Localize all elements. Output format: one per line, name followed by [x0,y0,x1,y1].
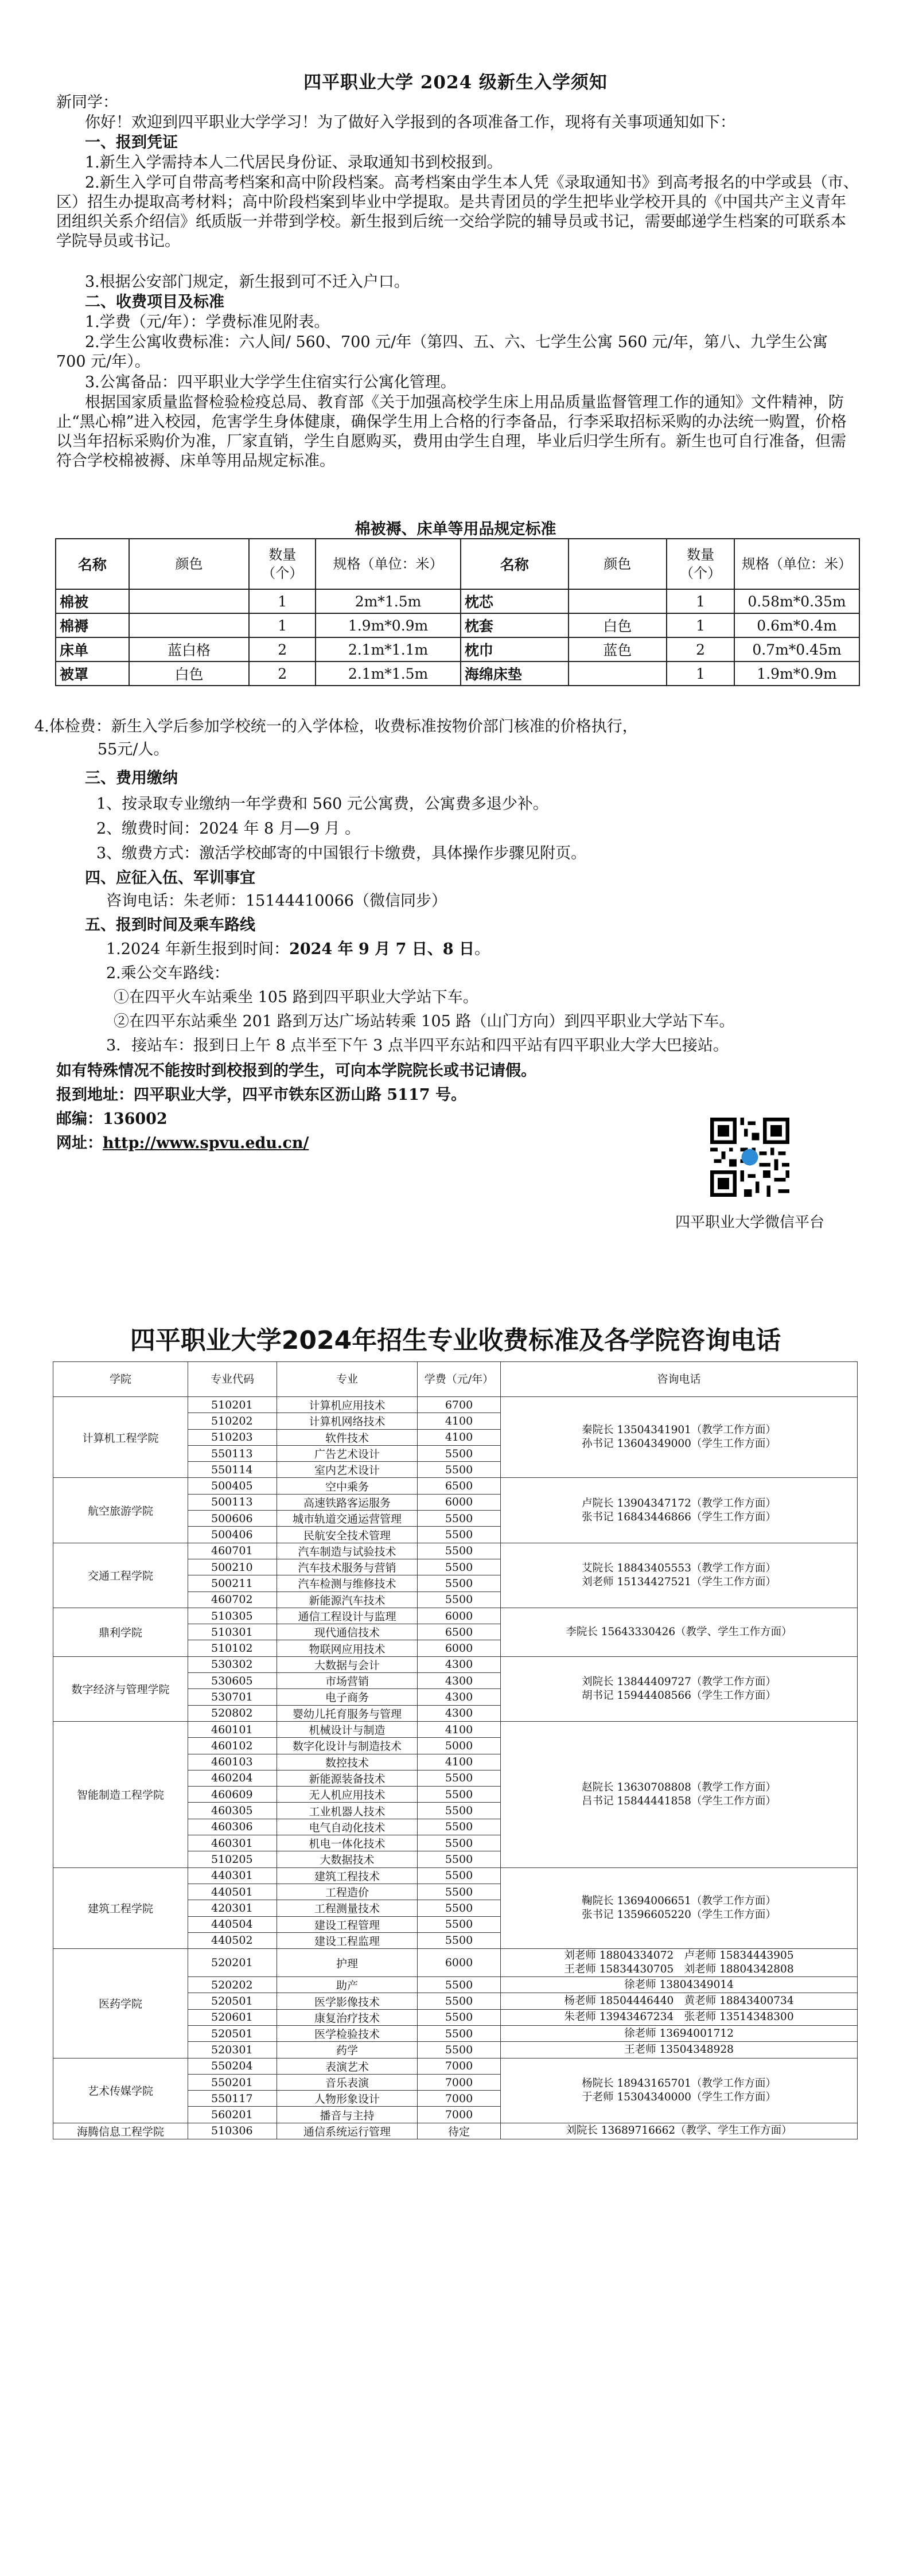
major-major: 药学 [277,2042,418,2058]
phone-contact: 秦院长 13504341901（教学工作方面） [582,1424,776,1437]
bedding-cell: 2.1m*1.5m [316,661,461,686]
major-code: 550201 [188,2074,277,2090]
college-phones [501,1949,858,1977]
college-phones [501,2025,858,2041]
section-4-heading: 四、应征入伍、军训事宜 [85,869,255,887]
bedding-cell: 枕巾 [461,637,569,661]
major-tuition: 4300 [418,1673,501,1689]
major-tuition: 5500 [418,1884,501,1900]
website-link[interactable]: http://www.spvu.edu.cn/ [103,1134,309,1152]
bedding-cell: 床单 [56,637,129,661]
bedding-cell: 1.9m*0.9m [316,613,461,637]
section-3-heading: 三、费用缴纳 [85,769,178,787]
fees-row [53,1608,858,1624]
major-tuition: 5000 [418,1738,501,1754]
major-tuition: 5500 [418,1900,501,1916]
major-code: 520501 [188,2025,277,2041]
major-major: 表演艺术 [277,2058,418,2074]
bedding-header: 数量（个） [249,539,316,589]
s5-item-1-end: 。 [474,940,490,958]
s5-route-2: ②在四平东站乘坐 201 路到万达广场站转乘 105 路（山门方向）到四平职业大学站下车。 [114,1013,735,1030]
report-address: 报到地址：四平职业大学，四平市铁东区沥山路 5117 号。 [56,1086,466,1104]
s5-item-2: 2.乘公交车路线： [106,964,229,982]
bedding-row [56,613,859,637]
major-major: 大数据与会计 [277,1656,418,1672]
major-code: 460204 [188,1770,277,1786]
major-code: 510201 [188,1397,277,1413]
major-major: 医学影像技术 [277,1993,418,2009]
phone-contact: 徐老师 13804349014 [624,1978,734,1991]
bedding-cell: 蓝色 [569,637,667,661]
bedding-table-title: 棉被褥、床单等用品规定标准 [355,520,556,538]
major-major: 建筑工程技术 [277,1867,418,1884]
major-major: 空中乘务 [277,1478,418,1494]
bedding-cell: 棉褥 [56,613,129,637]
major-tuition: 5500 [418,1527,501,1543]
college-name: 医药学院 [53,1949,188,2058]
college-phones [501,1478,858,1543]
college-name: 海腾信息工程学院 [53,2123,188,2139]
bedding-cell: 2 [249,637,316,661]
s2-item-1: 1.学费（元/年）：学费标准见附表。 [85,313,330,331]
bedding-row [56,589,859,613]
phone-contact: 胡书记 15944408566（学生工作方面） [582,1689,776,1702]
phone-contact: 刘院长 13844409727（教学工作方面） [582,1675,776,1688]
major-code: 440502 [188,1932,277,1948]
major-tuition: 4100 [418,1721,501,1737]
college-name: 数字经济与管理学院 [53,1656,188,1721]
major-tuition: 6000 [418,1608,501,1624]
phone-contact: 朱老师 13943467234 张老师 13514348300 [564,2011,794,2024]
major-tuition: 5500 [418,1916,501,1932]
major-tuition: 4100 [418,1413,501,1429]
bedding-header: 颜色 [129,539,250,589]
major-code: 560201 [188,2107,277,2123]
major-major: 机械设计与制造 [277,1721,418,1737]
bedding-cell: 2.1m*1.1m [316,637,461,661]
major-major: 汽车技术服务与营销 [277,1559,418,1575]
major-major: 民航安全技术管理 [277,1527,418,1543]
major-tuition: 5500 [418,1591,501,1608]
major-code: 550114 [188,1462,277,1478]
major-code: 460301 [188,1835,277,1851]
major-major: 通信系统运行管理 [277,2123,418,2139]
major-tuition: 5500 [418,1770,501,1786]
phone-contact: 于老师 15304340000（学生工作方面） [582,2091,776,2103]
major-code: 500406 [188,1527,277,1543]
fees-header-tuition: 学费（元/年） [418,1362,501,1397]
qr-caption: 四平职业大学微信平台 [675,1214,824,1231]
college-phones [501,2042,858,2058]
major-major: 工程造价 [277,1884,418,1900]
college-phones [501,2123,858,2139]
bedding-header: 名称 [461,539,569,589]
fees-row [53,1949,858,1977]
major-tuition: 5500 [418,1977,501,1993]
major-code: 520501 [188,1993,277,2009]
major-major: 数控技术 [277,1754,418,1770]
bedding-cell: 海绵床垫 [461,661,569,686]
phone-contact: 杨老师 18504446440 黄老师 18843400734 [564,1995,794,2007]
bedding-cell [129,613,250,637]
major-tuition: 6000 [418,1949,501,1977]
major-major: 工业机器人技术 [277,1803,418,1819]
major-major: 物联网应用技术 [277,1640,418,1656]
s3-item-1: 1、按录取专业缴纳一年学费和 560 元公寓费，公寓费多退少补。 [96,795,548,813]
major-code: 510205 [188,1851,277,1867]
major-major: 室内艺术设计 [277,1462,418,1478]
major-major: 计算机应用技术 [277,1397,418,1413]
phone-contact: 刘老师 15134427521（学生工作方面） [582,1575,776,1588]
major-major: 建设工程监理 [277,1932,418,1948]
s5-item-1-label: 1.2024 年新生报到时间： [106,940,290,958]
major-tuition: 5500 [418,2025,501,2041]
bedding-cell: 2 [249,661,316,686]
major-tuition: 5500 [418,1993,501,2009]
major-major: 人物形象设计 [277,2091,418,2107]
phone-contact: 徐老师 13694001712 [624,2027,734,2040]
major-major: 现代通信技术 [277,1624,418,1640]
fees-row [53,1397,858,1413]
major-tuition: 5500 [418,2009,501,2025]
college-phones [501,1656,858,1721]
college-phones [501,1721,858,1867]
major-tuition: 5500 [418,1462,501,1478]
major-code: 510306 [188,2123,277,2139]
bedding-cell: 枕套 [461,613,569,637]
college-name: 艺术传媒学院 [53,2058,188,2123]
major-code: 460102 [188,1738,277,1754]
phone-contact: 刘老师 18804334072 卢老师 15834443905 [564,1949,794,1962]
major-tuition: 4100 [418,1429,501,1445]
major-major: 无人机应用技术 [277,1787,418,1803]
major-major: 市场营销 [277,1673,418,1689]
phone-contact: 艾院长 18843405553（教学工作方面） [582,1562,776,1574]
major-major: 婴幼儿托育服务与管理 [277,1705,418,1721]
major-code: 500210 [188,1559,277,1575]
major-tuition: 5500 [418,2042,501,2058]
bedding-header: 规格（单位：米） [316,539,461,589]
college-phones [501,1608,858,1656]
bedding-cell: 白色 [569,613,667,637]
major-tuition: 4300 [418,1689,501,1705]
s1-item-3: 3.根据公安部门规定，新生报到可不迁入户口。 [85,273,410,291]
major-code: 520201 [188,1949,277,1977]
major-major: 数字化设计与制造技术 [277,1738,418,1754]
admission-notice-page [0,0,911,1256]
college-name: 鼎利学院 [53,1608,188,1656]
bedding-cell [569,589,667,613]
major-tuition: 5500 [418,1932,501,1948]
major-major: 工程测量技术 [277,1900,418,1916]
notice-title: 四平职业大学 2024 级新生入学须知 [303,72,608,93]
phone-contact: 卢院长 13904347172（教学工作方面） [582,1497,776,1509]
college-phones [501,1397,858,1478]
major-tuition: 5500 [418,1819,501,1835]
major-major: 汽车制造与试验技术 [277,1543,418,1559]
major-code: 460103 [188,1754,277,1770]
bedding-table [55,538,860,686]
major-major: 电气自动化技术 [277,1819,418,1835]
bedding-cell: 白色 [129,661,250,686]
bedding-header: 名称 [56,539,129,589]
major-tuition: 6500 [418,1478,501,1494]
major-major: 城市轨道交通运营管理 [277,1511,418,1527]
s4-contact: 咨询电话：朱老师：15144410066（微信同步） [106,892,447,910]
fees-header-college: 学院 [53,1362,188,1397]
major-major: 护理 [277,1949,418,1977]
greeting: 新同学： [56,94,118,111]
major-code: 550113 [188,1445,277,1461]
bedding-header: 规格（单位：米） [734,539,859,589]
major-code: 510202 [188,1413,277,1429]
fees-row [53,2058,858,2074]
fees-table [53,1361,858,2139]
bedding-cell [129,589,250,613]
fees-body [53,1397,858,2139]
college-phones [501,1977,858,1993]
phone-contact: 刘院长 13689716662（教学、学生工作方面） [566,2124,792,2137]
major-code: 460305 [188,1803,277,1819]
bedding-cell: 1 [249,613,316,637]
major-tuition: 5500 [418,1851,501,1867]
bedding-cell: 1 [249,589,316,613]
major-code: 510203 [188,1429,277,1445]
s3-item-2: 2、缴费时间：2024 年 8 月—9 月 。 [96,820,361,838]
major-tuition: 5500 [418,1559,501,1575]
major-code: 530701 [188,1689,277,1705]
bedding-cell: 0.7m*0.45m [734,637,859,661]
fee-standards-page [0,1256,911,2576]
college-phones [501,1993,858,2009]
major-major: 播音与主持 [277,2107,418,2123]
major-code: 550204 [188,2058,277,2074]
wechat-qr-code-icon [710,1118,789,1197]
major-major: 新能源汽车技术 [277,1591,418,1608]
major-tuition: 7000 [418,2107,501,2123]
fees-row [53,1543,858,1559]
phone-contact: 王老师 15834430705 刘老师 18804342808 [564,1963,794,1976]
major-major: 音乐表演 [277,2074,418,2090]
s2-item-2: 2.学生公寓收费标准：六人间/ 560、700 元/年（第四、五、六、七学生公寓 560 元/年，第八、九学生公寓 700 元/年）。 [56,333,828,371]
phone-contact: 张书记 16843446866（学生工作方面） [582,1511,776,1523]
major-code: 500405 [188,1478,277,1494]
bedding-cell: 1 [667,613,734,637]
phone-contact: 李院长 15643330426（教学、学生工作方面） [566,1625,792,1638]
intro: 你好！欢迎到四平职业大学学习！为了做好入学报到的各项准备工作，现将有关事项通知如下： [85,114,735,131]
s2-item-5: 4.体检费：新生入学后参加学校统一的入学体检，收费标准按物价部门核准的价格执行， [34,718,638,736]
major-tuition: 5500 [418,1445,501,1461]
s1-item-2: 2.新生入学可自带高考档案和高中阶段档案。高考档案由学生本人凭《录取通知书》到高考报名的中学或县（市、区）招生办提取高考材料；高中阶段档案到毕业中学提取。是共青团员的学生把毕业学校开具的《中国共产主义青年团组织关系介绍信》纸质版一并带到学校。新生报到后统一交给学院的辅导员或书记，需要邮递学生档案的可联系本学院导员或书记。 [56,174,859,250]
major-major: 新能源装备技术 [277,1770,418,1786]
phone-contact: 赵院长 13630708808（教学工作方面） [582,1781,776,1793]
major-major: 大数据技术 [277,1851,418,1867]
fees-header-major: 专业 [277,1362,418,1397]
major-tuition: 4300 [418,1656,501,1672]
major-tuition: 6500 [418,1624,501,1640]
bedding-cell: 1 [667,661,734,686]
major-major: 通信工程设计与监理 [277,1608,418,1624]
bedding-row [56,661,859,686]
major-tuition: 7000 [418,2091,501,2107]
major-code: 520802 [188,1705,277,1721]
fees-header-phone: 咨询电话 [501,1362,858,1397]
fees-row [53,1867,858,1884]
fees-row [53,1656,858,1672]
major-code: 440301 [188,1867,277,1884]
fees-row [53,1478,858,1494]
major-tuition: 5500 [418,1787,501,1803]
major-code: 440504 [188,1916,277,1932]
major-major: 医学检验技术 [277,2025,418,2041]
major-tuition: 7000 [418,2058,501,2074]
s3-item-3: 3、缴费方式：激活学校邮寄的中国银行卡缴费，具体操作步骤见附页。 [96,845,587,862]
college-name: 建筑工程学院 [53,1867,188,1948]
bedding-cell: 1.9m*0.9m [734,661,859,686]
section-2-heading: 二、收费项目及标准 [85,293,224,311]
major-tuition: 5500 [418,1867,501,1884]
major-tuition: 6700 [418,1397,501,1413]
s5-route-1: ①在四平火车站乘坐 105 路到四平职业大学站下车。 [114,989,478,1006]
major-code: 500606 [188,1511,277,1527]
s5-item-1 [106,940,909,959]
bedding-cell: 被罩 [56,661,129,686]
website-label: 网址： [56,1134,103,1152]
major-tuition: 5500 [418,1835,501,1851]
s2-item-5-price: 55元/人。 [98,741,169,758]
major-major: 计算机网络技术 [277,1413,418,1429]
bedding-cell: 1 [667,589,734,613]
fees-row [53,2123,858,2139]
major-code: 460701 [188,1543,277,1559]
major-major: 汽车检测与维修技术 [277,1575,418,1591]
bedding-cell [569,661,667,686]
college-phones [501,2009,858,2025]
zip-code: 邮编：136002 [56,1110,168,1128]
bedding-cell: 0.6m*0.4m [734,613,859,637]
phone-contact: 杨院长 18943165701（教学工作方面） [582,2077,776,2089]
major-code: 420301 [188,1900,277,1916]
major-code: 510305 [188,1608,277,1624]
college-name: 交通工程学院 [53,1543,188,1608]
major-code: 530302 [188,1656,277,1672]
s2-item-3: 3.公寓备品：四平职业大学学生住宿实行公寓化管理。 [85,373,456,391]
bedding-cell: 0.58m*0.35m [734,589,859,613]
major-tuition: 5500 [418,1543,501,1559]
bedding-cell: 2 [667,637,734,661]
bedding-cell: 蓝白格 [129,637,250,661]
fees-header-row [53,1362,858,1397]
phone-contact: 张书记 13596605220（学生工作方面） [582,1908,776,1921]
college-phones [501,2058,858,2123]
phone-contact: 鞠院长 13694006651（教学工作方面） [582,1894,776,1907]
major-code: 500113 [188,1494,277,1510]
s1-item-1: 1.新生入学需持本人二代居民身份证、录取通知书到校报到。 [85,154,503,172]
fees-row [53,1721,858,1737]
bedding-header: 颜色 [569,539,667,589]
major-major: 广告艺术设计 [277,1445,418,1461]
fees-header-code: 专业代码 [188,1362,277,1397]
major-tuition: 6000 [418,1640,501,1656]
college-name: 智能制造工程学院 [53,1721,188,1867]
major-tuition: 5500 [418,1803,501,1819]
major-major: 电子商务 [277,1689,418,1705]
phone-contact: 吕书记 15844441858（学生工作方面） [582,1795,776,1807]
major-code: 440501 [188,1884,277,1900]
major-tuition: 6000 [418,1494,501,1510]
major-tuition: 4300 [418,1705,501,1721]
major-code: 510102 [188,1640,277,1656]
bedding-cell: 枕芯 [461,589,569,613]
major-code: 530605 [188,1673,277,1689]
s5-item-3: 3．接站车：报到日上午 8 点半至下午 3 点半四平东站和四平站有四平职业大学大巴接站。 [106,1037,729,1054]
major-code: 510301 [188,1624,277,1640]
major-major: 高速铁路客运服务 [277,1494,418,1510]
bedding-cell: 2m*1.5m [316,589,461,613]
major-major: 机电一体化技术 [277,1835,418,1851]
major-tuition: 4100 [418,1754,501,1770]
major-code: 550117 [188,2091,277,2107]
major-tuition: 5500 [418,1575,501,1591]
fees-title: 四平职业大学2024年招生专业收费标准及各学院咨询电话 [130,1326,781,1355]
major-major: 助产 [277,1977,418,1993]
major-code: 460101 [188,1721,277,1737]
major-code: 460306 [188,1819,277,1835]
section-1-heading: 一、报到凭证 [85,134,178,151]
major-code: 460702 [188,1591,277,1608]
bedding-row [56,637,859,661]
bedding-cell: 棉被 [56,589,129,613]
major-tuition: 7000 [418,2074,501,2090]
major-major: 软件技术 [277,1429,418,1445]
bedding-header-row [56,539,859,589]
section-5-heading: 五、报到时间及乘车路线 [85,916,255,934]
college-name: 计算机工程学院 [53,1397,188,1478]
major-major: 建设工程管理 [277,1916,418,1932]
phone-contact: 孙书记 13604349000（学生工作方面） [582,1438,776,1450]
s5-item-1-dates: 2024 年 9 月 7 日、8 日 [289,940,474,958]
major-major: 康复治疗技术 [277,2009,418,2025]
major-code: 500211 [188,1575,277,1591]
phone-contact: 王老师 13504348928 [624,2043,734,2056]
leave-note: 如有特殊情况不能按时到校报到的学生，可向本学院院长或书记请假。 [56,1062,536,1080]
major-code: 460609 [188,1787,277,1803]
college-phones [501,1867,858,1948]
major-code: 520202 [188,1977,277,1993]
bedding-header: 数量（个） [667,539,734,589]
college-phones [501,1543,858,1608]
major-code: 520301 [188,2042,277,2058]
major-tuition: 5500 [418,1511,501,1527]
major-code: 520601 [188,2009,277,2025]
major-tuition: 待定 [418,2123,501,2139]
college-name: 航空旅游学院 [53,1478,188,1543]
s2-item-4: 根据国家质量监督检验检疫总局、教育部《关于加强高校学生床上用品质量监督管理工作的通知》文件精神，防止“黑心棉”进入校园，危害学生身体健康，确保学生用上合格的行李备品，行李采取招标采购的办法统一购置，价格以当年招标采购价为准，厂家直销，学生自愿购买，费用由学生自理，毕业后归学生所有。新生也可自行准备，但需符合学校棉被褥、床单等用品规定标准。 [56,394,847,470]
